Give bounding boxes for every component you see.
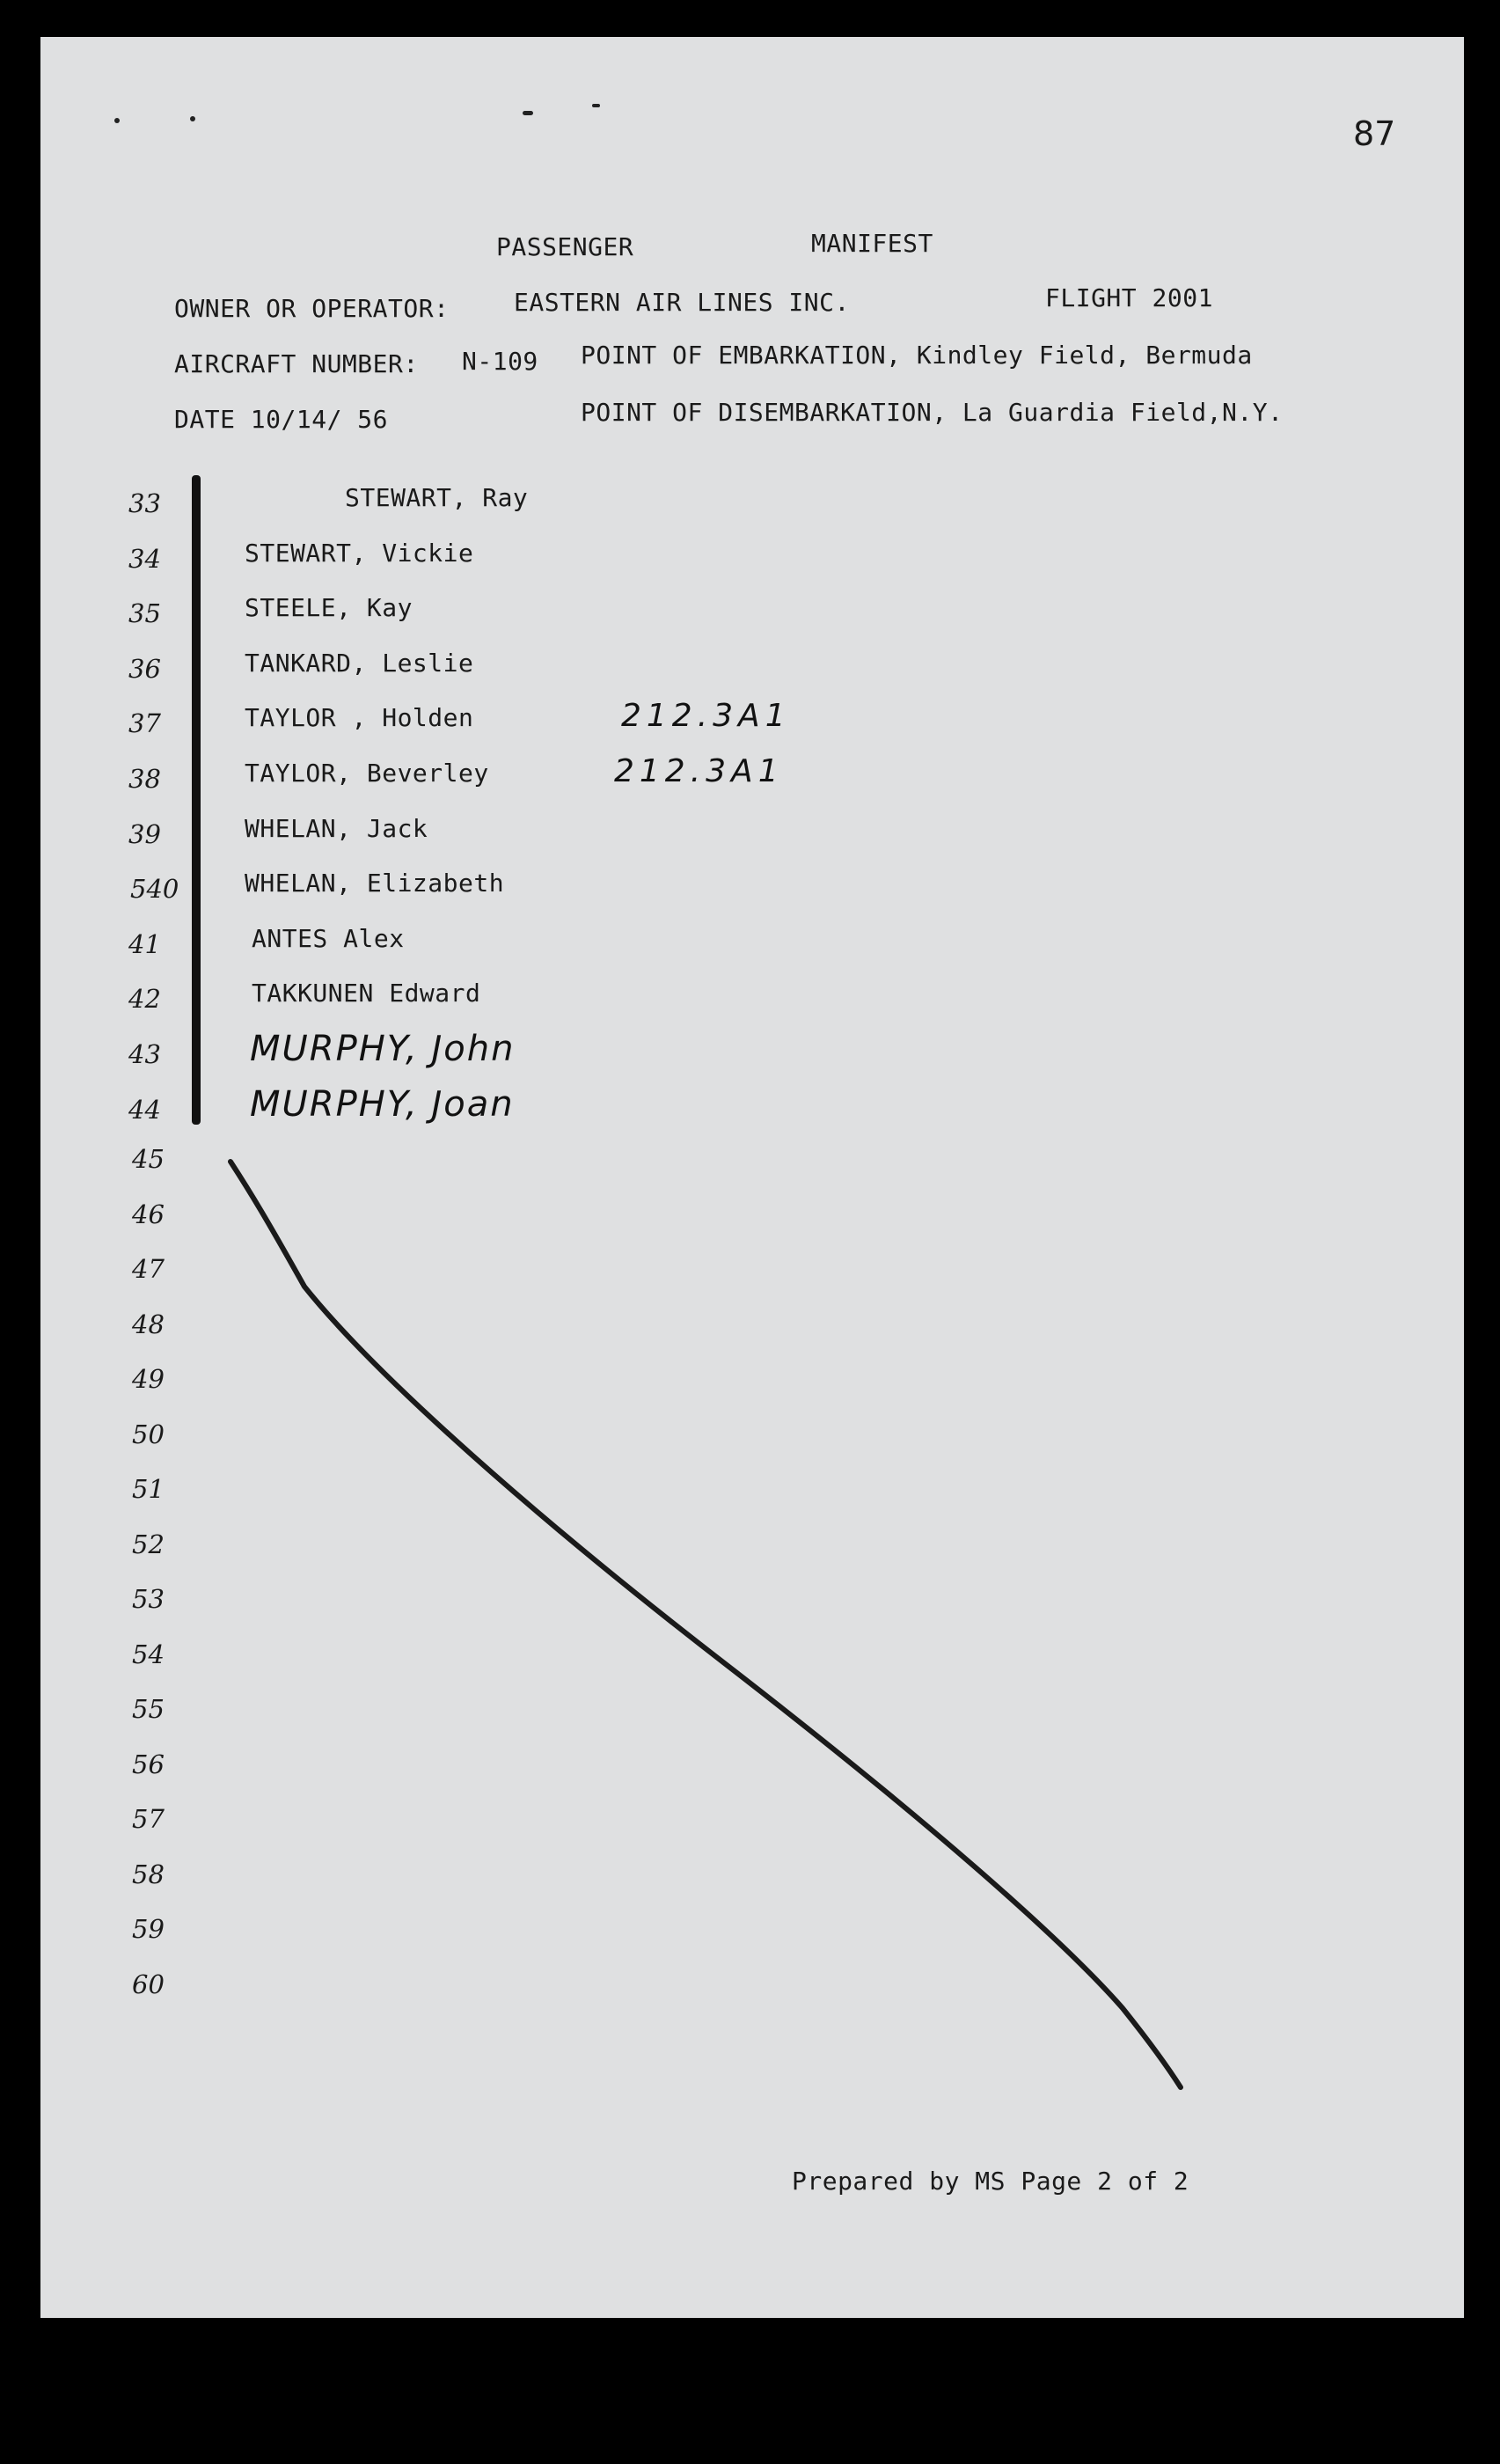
- passenger-name: STEWART, Ray: [345, 483, 529, 512]
- disembarkation: POINT OF DISEMBARKATION, La Guardia Field,N.Y.: [581, 398, 1284, 427]
- row-number: 47: [132, 1254, 165, 1284]
- row-number: 57: [132, 1804, 165, 1834]
- page-number: 87: [1353, 114, 1396, 153]
- row-number: 55: [132, 1694, 165, 1724]
- row-number: 43: [128, 1039, 161, 1069]
- row-number: 33: [128, 488, 161, 518]
- manifest-date: DATE 10/14/ 56: [174, 405, 389, 434]
- passenger-name: TAYLOR, Beverley: [245, 759, 489, 788]
- title-passenger: PASSENGER: [496, 232, 634, 261]
- row-number: 35: [128, 598, 161, 629]
- row-number: 58: [132, 1859, 165, 1889]
- passenger-name: TANKARD, Leslie: [245, 648, 474, 678]
- row-number: 37: [128, 708, 161, 739]
- row-number: 44: [128, 1094, 161, 1125]
- passenger-name: ANTES Alex: [252, 923, 405, 953]
- passenger-name: STEWART, Vickie: [245, 538, 474, 568]
- row-number: 49: [132, 1364, 165, 1394]
- manifest-page: [40, 37, 1464, 2318]
- row-number: 56: [132, 1749, 165, 1779]
- row-number: 540: [130, 874, 179, 905]
- row-number: 39: [128, 818, 161, 849]
- aircraft-label: AIRCRAFT NUMBER:: [174, 349, 419, 378]
- passenger-name: WHELAN, Jack: [245, 813, 428, 843]
- row-number: 51: [132, 1474, 165, 1504]
- handwritten-note: 212.3A1: [614, 753, 784, 789]
- row-number: 60: [132, 1969, 165, 1999]
- title-manifest: MANIFEST: [811, 229, 933, 258]
- handwritten-note: 212.3A1: [621, 698, 791, 735]
- passenger-name: MURPHY, John: [250, 1029, 516, 1069]
- row-number: 59: [132, 1914, 165, 1944]
- aircraft-value: N-109: [462, 347, 538, 376]
- row-number: 46: [132, 1199, 165, 1229]
- row-number: 52: [132, 1529, 165, 1559]
- passenger-name: MURPHY, Joan: [250, 1083, 515, 1125]
- row-number: 42: [128, 984, 161, 1015]
- flight-number: FLIGHT 2001: [1045, 283, 1213, 312]
- row-number: 50: [132, 1419, 165, 1449]
- row-number: 45: [132, 1144, 165, 1174]
- owner-label: OWNER OR OPERATOR:: [174, 294, 450, 323]
- passenger-name: WHELAN, Elizabeth: [245, 869, 505, 898]
- row-number: 38: [128, 764, 161, 794]
- row-number: 48: [132, 1309, 165, 1339]
- footer-prepared: Prepared by MS Page 2 of 2: [792, 2167, 1189, 2196]
- row-number: 34: [128, 543, 161, 574]
- owner-value: EASTERN AIR LINES INC.: [514, 288, 850, 317]
- row-number: 41: [128, 928, 161, 959]
- passenger-name: STEELE, Kay: [245, 593, 413, 623]
- passenger-name: TAKKUNEN Edward: [252, 979, 481, 1008]
- row-number: 54: [132, 1639, 165, 1669]
- embarkation: POINT OF EMBARKATION, Kindley Field, Bermuda: [581, 341, 1253, 370]
- strike-through-stroke: [230, 1162, 1181, 2087]
- passenger-name: TAYLOR , Holden: [245, 703, 474, 733]
- row-number: 53: [132, 1584, 165, 1614]
- strike-through-line: [40, 37, 1464, 2318]
- row-number: 36: [128, 653, 161, 684]
